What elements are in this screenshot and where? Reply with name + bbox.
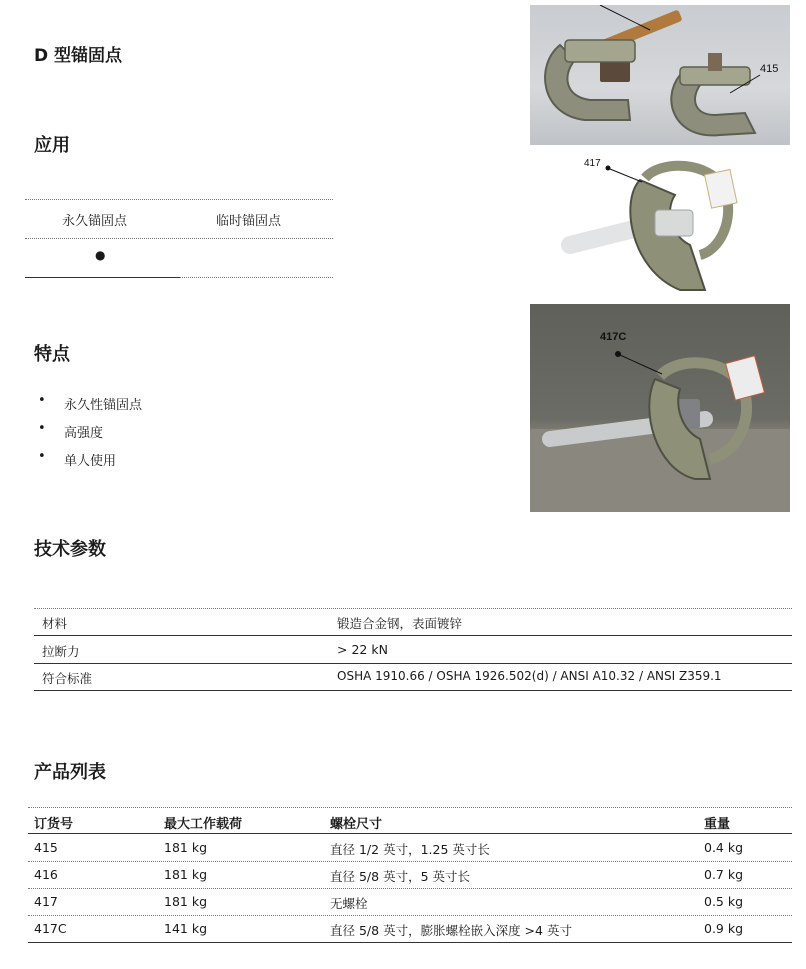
spec-value: > 22 kN xyxy=(337,642,388,657)
col-max-load: 最大工作载荷 xyxy=(164,817,243,832)
cell-weight: 0.4 kg xyxy=(704,840,744,855)
spec-value: OSHA 1910.66 / OSHA 1926.502(d) / ANSI A10.32 / ANSI Z359.1 xyxy=(337,669,722,683)
col-order-number: 订货号 xyxy=(34,817,74,832)
specs-heading: 技术参数 xyxy=(34,539,106,560)
application-heading: 应用 xyxy=(34,135,70,156)
application-mark-permanent: ● xyxy=(95,248,106,262)
col-weight: 重量 xyxy=(704,817,731,832)
cell-order-number: 416 xyxy=(34,867,58,882)
d-ring-anchor-illustration xyxy=(560,150,780,295)
product-photo-417 xyxy=(560,150,780,295)
divider xyxy=(25,277,180,278)
divider xyxy=(25,199,333,200)
spec-label: 材料 xyxy=(42,616,68,631)
page-title: D 型锚固点 xyxy=(34,46,123,66)
application-col-temporary: 临时锚固点 xyxy=(216,214,282,229)
divider xyxy=(28,807,792,808)
cell-weight: 0.5 kg xyxy=(704,894,744,909)
products-table xyxy=(28,807,792,943)
photo3-label: 417C xyxy=(600,331,627,343)
divider xyxy=(28,915,792,916)
col-bolt-size: 螺栓尺寸 xyxy=(330,817,383,832)
spec-label: 符合标准 xyxy=(42,671,93,686)
cell-bolt-size: 直径 5/8 英寸，5 英寸长 xyxy=(330,869,470,884)
feature-item: • 单人使用 xyxy=(34,450,142,469)
feature-item: • 永久性锚固点 xyxy=(34,394,142,413)
cell-max-load: 181 kg xyxy=(164,894,208,909)
spec-label: 拉断力 xyxy=(42,644,80,659)
divider xyxy=(34,690,792,691)
application-col-permanent: 永久锚固点 xyxy=(62,214,128,229)
photo1-label: 415 xyxy=(760,63,779,75)
divider xyxy=(28,861,792,862)
d-ring-anchor-illustration xyxy=(530,304,790,512)
product-photo-417c xyxy=(530,304,790,512)
d-ring-anchor-illustration xyxy=(530,5,790,145)
divider xyxy=(34,663,792,664)
spec-value: 锻造合金钢，表面镀锌 xyxy=(337,616,463,631)
divider xyxy=(34,635,792,636)
cell-bolt-size: 直径 1/2 英寸，1.25 英寸长 xyxy=(330,842,490,857)
divider xyxy=(28,833,792,834)
divider xyxy=(34,608,792,609)
cell-max-load: 181 kg xyxy=(164,840,208,855)
product-photo-415 xyxy=(530,5,790,145)
features-heading: 特点 xyxy=(34,344,70,365)
cell-bolt-size: 直径 5/8 英寸，膨胀螺栓嵌入深度 >4 英寸 xyxy=(330,923,572,938)
photo2-label: 417 xyxy=(584,158,601,169)
divider xyxy=(28,942,792,943)
cell-weight: 0.7 kg xyxy=(704,867,744,882)
divider xyxy=(180,277,333,278)
feature-item: • 高强度 xyxy=(34,422,142,441)
products-heading: 产品列表 xyxy=(34,762,106,783)
cell-max-load: 141 kg xyxy=(164,921,208,936)
divider xyxy=(25,238,333,239)
divider xyxy=(28,888,792,889)
cell-bolt-size: 无螺栓 xyxy=(330,896,368,911)
cell-order-number: 415 xyxy=(34,840,58,855)
specs-table xyxy=(34,608,792,692)
features-list xyxy=(34,394,142,478)
cell-order-number: 417 xyxy=(34,894,58,909)
cell-max-load: 181 kg xyxy=(164,867,208,882)
cell-weight: 0.9 kg xyxy=(704,921,744,936)
cell-order-number: 417C xyxy=(34,921,67,936)
